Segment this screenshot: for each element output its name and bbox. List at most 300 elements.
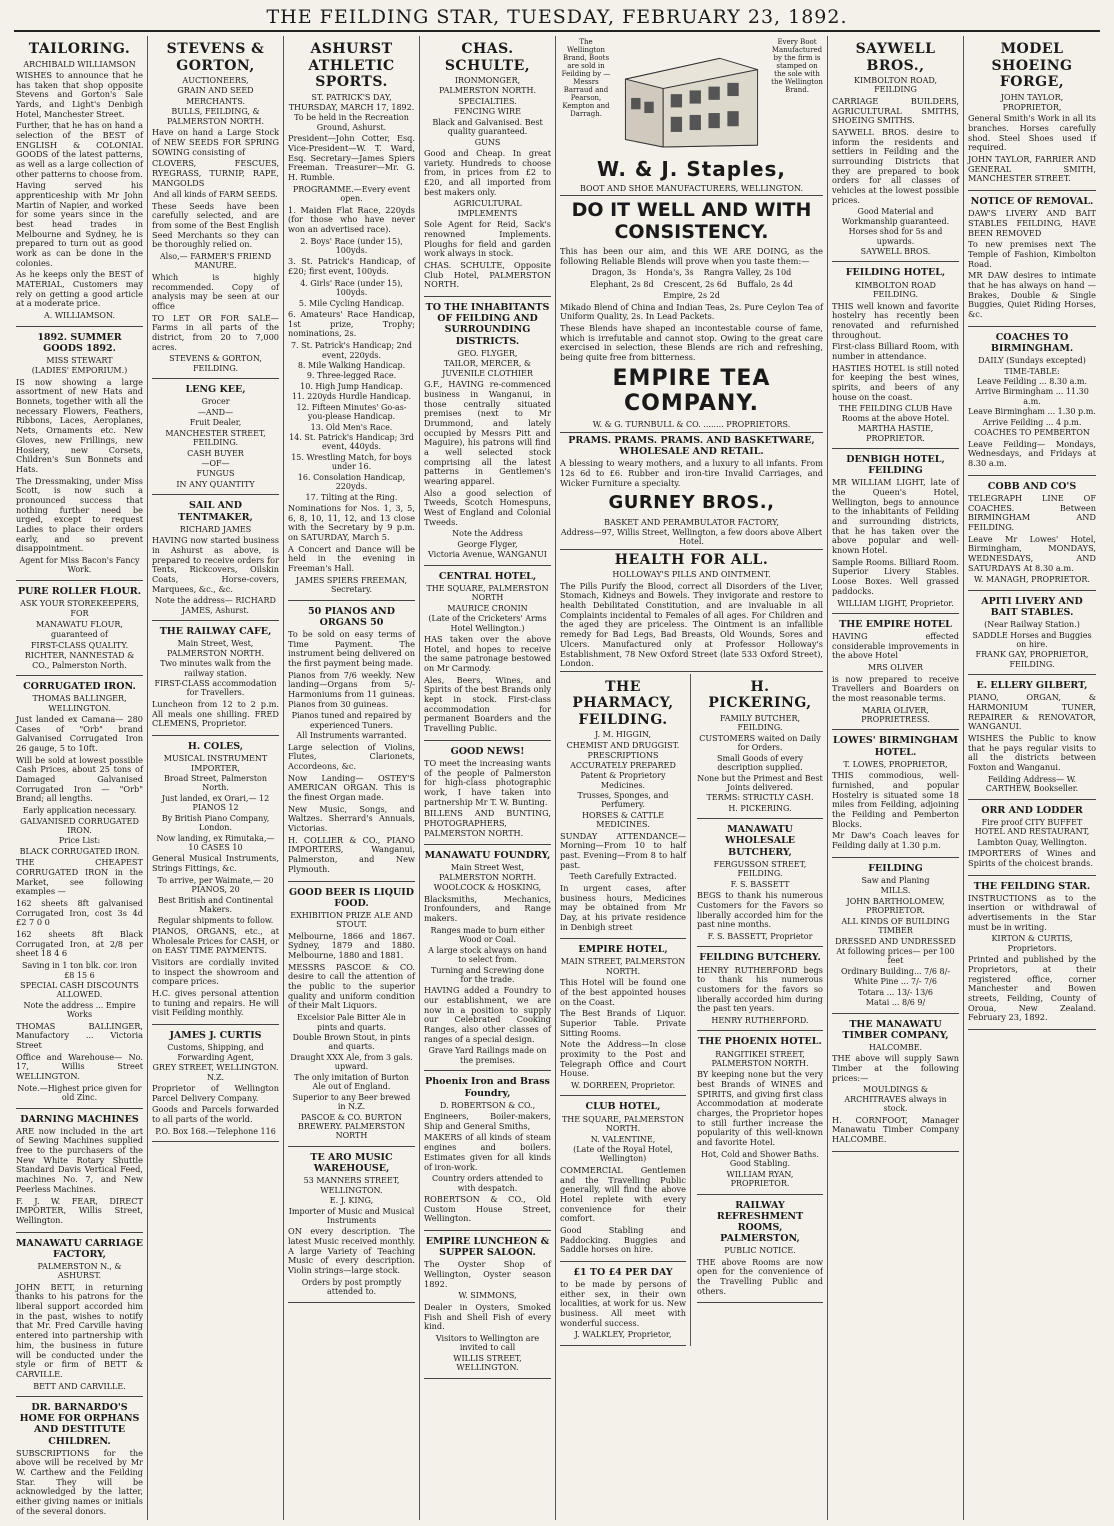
ad-line: Note the address— RICHARD JAMES, Ashurst. bbox=[155, 596, 276, 615]
ad-line: Matai ... 8/6 9/ bbox=[865, 998, 926, 1008]
ad-line: Leave Mr Lowes' Hotel, Birmingham, MONDAYS, WEDNESDAYS, AND SATURDAYS At 8.30 a.m. bbox=[968, 533, 1096, 573]
ad-line: WILLIAM RYAN, PROPRIETOR. bbox=[726, 1169, 794, 1189]
ad-line: To new premises next The Temple of Fashion, Kimbolton Road. bbox=[968, 239, 1096, 269]
ad-title: THE PHARMACY, FEILDING. bbox=[572, 678, 674, 728]
ad-title: EMPIRE LUNCHEON & SUPPER SALOON. bbox=[425, 1236, 550, 1259]
ad-title: GOOD NEWS! bbox=[450, 745, 525, 757]
ad-line: 9. Three-legged Race. bbox=[306, 371, 397, 381]
ad-line: As he keeps only the BEST of MATERIAL, Customers may rely on getting a good article at a moderate price. bbox=[16, 269, 143, 309]
ad-line: The Dressmaking, under Miss Scott, is now such a pronounced success that nothing further need be urged, except to request Ladies to place their orders early, and so prevent disappointment. bbox=[16, 475, 143, 554]
ad-line: GRAIN AND SEED bbox=[177, 86, 254, 96]
shop-building-icon bbox=[616, 38, 767, 156]
ad-line: Horses shod for 5s and upwards. bbox=[848, 227, 943, 246]
health-title: HEALTH FOR ALL. bbox=[614, 551, 769, 568]
ad-title: THE FEILDING STAR. bbox=[973, 880, 1091, 892]
ad-line: Now landing, ex Rimutaka,— 10 CASES 10 bbox=[156, 833, 275, 853]
advertisement bbox=[697, 1031, 823, 1194]
ad-line: 1. Maiden Flat Race, 220yds (for those who have never won an advertised race). bbox=[288, 204, 415, 234]
ad-line: HORSES & CATTLE MEDICINES. bbox=[582, 810, 664, 830]
ad-line: WISHES the Public to know that he pays regular visits to all the districts between Foxton and Wanganui. bbox=[968, 733, 1096, 773]
advertisement bbox=[560, 939, 686, 1096]
ad-title: CLUB HOTEL, bbox=[585, 1101, 661, 1113]
ad-line: Agent for Miss Bacon's Fancy Work. bbox=[19, 555, 140, 575]
ad-line: THOMAS BALLINGER, Manufactory ... Victoria Street bbox=[16, 1020, 143, 1051]
ad-line: Feilding Address— W. CARTHEW, Bookseller. bbox=[985, 774, 1079, 794]
staples-title: W. & J. Staples, bbox=[596, 157, 787, 181]
advertisement bbox=[424, 1231, 551, 1379]
prams-text: A blessing to weary mothers, and a luxury to all infants. From 12s 6d to £6. Rubber and iron-tire Invalid Carriages, and Wicker Furniture a specialty. bbox=[560, 458, 823, 488]
ad-line: Two minutes walk from the railway station. bbox=[160, 659, 271, 678]
advertisement bbox=[152, 621, 279, 736]
ad-line: 15. Wrestling Match, for boys under 16. bbox=[291, 452, 412, 472]
ad-title: LENG KEE, bbox=[185, 384, 246, 396]
ad-line: 2. Boys' Race (under 15), 100yds. bbox=[300, 236, 403, 255]
ad-line: EXHIBITION PRIZE ALE AND STOUT. bbox=[290, 910, 413, 930]
column-4 bbox=[420, 36, 556, 1520]
ad-line: Visitors to Wellington are invited to call bbox=[435, 1333, 540, 1353]
ad-line: SADDLE Horses and Buggies on hire. bbox=[972, 630, 1092, 649]
ad-line: Trusses, Sponges, and Perfumery. bbox=[577, 791, 669, 810]
ad-line: PASCOE & CO. BURTON BREWERY. PALMERSTON NORTH bbox=[297, 1112, 406, 1141]
ad-line: DAW'S LIVERY AND BAIT STABLES FEILDING, HAVE BEEN REMOVED bbox=[968, 208, 1096, 238]
ad-line: Good Stabling and Paddocking. Buggies and Saddle horses on hire. bbox=[560, 1224, 686, 1255]
ad-line: 7. St. Patrick's Handicap; 2nd event, 220yds. bbox=[290, 341, 413, 360]
advertisement bbox=[832, 730, 959, 857]
ad-line: A large stock always on hand to select from. bbox=[428, 945, 547, 965]
ad-line: Melbourne, 1866 and 1867. Sydney, 1879 and 1880. Melbourne, 1880 and 1881. bbox=[288, 930, 415, 961]
ad-line: Best British and Continental Makers. bbox=[157, 895, 274, 915]
ad-line: Just landed ex Camana— 280 Cases of "Orb" brand Galvanised Corrugated Iron 26 gauge, 5 to 10ft. bbox=[16, 714, 143, 754]
ad-line: Saw and Planing bbox=[861, 875, 930, 885]
ad-title: COACHES TO BIRMINGHAM. bbox=[990, 331, 1074, 354]
advertisement bbox=[16, 327, 143, 581]
ad-line: RANGITIKEI STREET, PALMERSTON NORTH. bbox=[711, 1049, 809, 1068]
ad-line: KIRTON & CURTIS, Proprietors. bbox=[991, 934, 1073, 953]
advertisement bbox=[968, 476, 1096, 591]
ad-line: SPECIALTIES. bbox=[458, 96, 517, 106]
ad-title: THE PHOENIX HOTEL. bbox=[698, 1036, 822, 1048]
ad-line: MAIN STREET, PALMERSTON NORTH. bbox=[560, 957, 686, 976]
ad-line: None but the Primest and Best Joints delivered. bbox=[697, 773, 823, 792]
column-5-lower bbox=[560, 674, 691, 1346]
advertisement bbox=[288, 36, 415, 601]
ad-line: THE CHEAPEST CORRUGATED IRON in the Market, see following examples — bbox=[16, 857, 143, 897]
ad-line: HENRY RUTHERFORD. bbox=[711, 1015, 809, 1025]
ad-line: Excelsior Pale Bitter Ale in pints and quarts. bbox=[297, 1013, 406, 1032]
ad-line: guaranteed of bbox=[51, 630, 108, 640]
ad-line: Note the Address bbox=[452, 529, 523, 539]
ad-line: INSTRUCTIONS as to the insertion or withdrawal of advertisements in the Star must be in writing. bbox=[968, 892, 1096, 932]
ad-line: HAVING added a Foundry to our establishment, we are now in a position to supply our Celebrated Cooking Ranges, also other classes of ranges of a special design. bbox=[424, 985, 551, 1044]
ad-line: FENCING WIRE bbox=[454, 107, 521, 117]
advertisement bbox=[424, 297, 551, 566]
ad-line: Also a good selection of Tweeds, Scotch Homespuns, West of England and Colonial Tweeds. bbox=[424, 487, 551, 527]
ad-line: THE SQUARE, PALMERSTON NORTH bbox=[426, 583, 549, 603]
ad-line: FRANK GAY, PROPRIETOR, FEILDING. bbox=[975, 650, 1089, 669]
advertisement bbox=[832, 614, 959, 731]
ad-title: THE EMPIRE HOTEL bbox=[839, 618, 952, 630]
shop-caption-left: The Wellington Brand, Boots are sold in Feilding by — Messrs Barraud and Pearson, Kempton and Darragh. bbox=[561, 38, 611, 119]
ad-line: JOHN BARTHOLOMEW, PROPRIETOR. bbox=[846, 896, 945, 916]
ad-line: Regular shipments to follow. bbox=[157, 915, 274, 925]
ad-line: Victoria Avenue, WANGANUI bbox=[428, 550, 547, 560]
ad-line: WILLIS STREET, WELLINGTON. bbox=[453, 1353, 522, 1373]
advertisement bbox=[968, 876, 1096, 1030]
advertisement bbox=[152, 36, 279, 379]
column-2 bbox=[148, 36, 284, 1520]
ad-line: Main Street, West, PALMERSTON NORTH. bbox=[166, 639, 264, 658]
ad-line: Orders by post promptly attended to. bbox=[301, 1277, 402, 1297]
staples-illustration bbox=[560, 38, 823, 156]
ad-line: Note.—Highest price given for old Zinc. bbox=[17, 1083, 142, 1103]
ad-line: White Pine ... 7/- 7/6 bbox=[854, 977, 937, 987]
ad-line: TAILOR, MERCER, & JUVENILE CLOTHIER bbox=[442, 359, 533, 378]
ad-line: Proprietor of Wellington Parcel Delivery Company. bbox=[152, 1083, 279, 1103]
ad-line: Sample Rooms. Billiard Room. Superior Livery Stables. Loose Boxes. Well grassed paddocks. bbox=[832, 556, 959, 596]
ad-line: BY keeping none but the very best Brands of WINES and SPIRITS, and giving first class Accommodation at moderate charges, the Proprietor hopes to still further increase the popularity of this well-known and favorite Hotel. bbox=[697, 1069, 823, 1148]
ad-line: The Oyster Shop of Wellington, Oyster season 1892. bbox=[424, 1259, 551, 1289]
ad-line: 162 sheets 8ft galvanised Corrugated Iron, cost 3s 4d £2 7 0 0 bbox=[16, 898, 143, 928]
prams-title: PRAMS. PRAMS. PRAMS. AND BASKETWARE, WHOLESALE AND RETAIL. bbox=[568, 434, 815, 458]
advertisement bbox=[424, 36, 551, 297]
ad-line: MANCHESTER STREET, FEILDING. bbox=[165, 428, 266, 448]
ad-line: D. ROBERTSON & CO., bbox=[439, 1100, 536, 1110]
ad-line: IMPORTERS of Wines and Spirits of the choicest brands. bbox=[968, 848, 1096, 868]
ad-line: COMMERCIAL Gentlemen and the Travelling Public generally, will find the above Hotel replete with every convenience for their comfort. bbox=[560, 1164, 686, 1224]
ad-line: Patent & Proprietory Medicines. bbox=[580, 771, 666, 790]
ad-line: President—John Cotter, Esq. Vice-President—W. T. Ward, Esq. Secretary—James Spiers Freeman. Treasurer—Mr. G. H. Rumble. bbox=[288, 133, 415, 182]
ad-title: FEILDING bbox=[868, 862, 923, 874]
ad-title: DR. BARNARDO'S HOME FOR ORPHANS AND DESTITUTE CHILDREN. bbox=[19, 1401, 140, 1447]
ad-line: CASH BUYER bbox=[187, 448, 244, 458]
ad-title: STEVENS & GORTON, bbox=[166, 41, 265, 74]
ad-line: Early application necessary. bbox=[22, 806, 137, 816]
ad-title: DENBIGH HOTEL, FEILDING bbox=[846, 454, 945, 477]
ad-line: MANAWATU FLOUR, bbox=[36, 619, 123, 629]
ad-line: Double Brown Stout, in pints and quarts. bbox=[292, 1033, 411, 1052]
ad-line: Black and Galvanised. Best quality guaranteed. bbox=[432, 117, 543, 137]
advertisement bbox=[560, 1096, 686, 1261]
ad-line: Fire proof CITY BUFFET HOTEL AND RESTAURANT, bbox=[974, 817, 1090, 837]
advertisement bbox=[424, 566, 551, 741]
ad-line: MESSRS PASCOE & CO. desire to call the attention of the public to the superior quality and uniform condition of their Malt Liquors. bbox=[288, 961, 415, 1011]
ad-title: H. COLES, bbox=[187, 740, 244, 752]
ad-line: Having served his apprenticeship with Mr John Martin of Napier, and worked for some years since in the best head trades in Melbourne and Sydney, he is prepared to turn out as good work as can be done in the colonies. bbox=[16, 180, 143, 268]
advertisement bbox=[16, 581, 143, 676]
advertisement bbox=[968, 327, 1096, 476]
advertisement bbox=[152, 1025, 279, 1142]
ad-line: All Instruments warranted. bbox=[296, 731, 407, 741]
ad-line: COACHES TO PEMBERTON bbox=[974, 428, 1090, 438]
ad-title: Phoenix Iron and Brass Foundry, bbox=[425, 1076, 550, 1099]
ad-line: WOOLCOCK & HOSKING, bbox=[433, 883, 542, 893]
ad-line: H. PICKERING. bbox=[728, 803, 792, 813]
ad-line: FIRST-CLASS accommodation for Travellers. bbox=[154, 679, 277, 698]
ad-line: H. COLLIER & CO., PIANO IMPORTERS, Wanganui, Palmerston, and New Plymouth. bbox=[288, 834, 415, 874]
ad-line: Small Goods of every description supplied. bbox=[717, 753, 803, 773]
ad-line: A. WILLIAMSON. bbox=[43, 311, 116, 321]
ad-line: PRESCRIPTIONS ACCURATELY PREPARED bbox=[570, 751, 676, 770]
ad-line: Note the address ... Empire Works bbox=[23, 1000, 136, 1020]
staples-subtitle: BOOT AND SHOE MANUFACTURERS, WELLINGTON. bbox=[579, 183, 804, 193]
ad-line: Grocer bbox=[201, 397, 230, 407]
ad-title: PURE ROLLER FLOUR. bbox=[17, 585, 142, 597]
ad-line: ARCHIBALD WILLIAMSON bbox=[23, 59, 136, 69]
ad-line: These Seeds have been carefully selected, and are from some of the Best English Seed Merchants so they can be thoroughly relied on. bbox=[152, 200, 279, 250]
ad-line: KIMBOLTON ROAD, FEILDING bbox=[853, 76, 938, 95]
ad-line: Which is highly recommended. Copy of analysis may be seen at our office bbox=[152, 271, 279, 311]
ad-line: 8. Mile Walking Handicap. bbox=[297, 360, 406, 370]
ad-line: THIS well known and favorite hostelry has recently been renovated and refurnished throughout. bbox=[832, 300, 959, 340]
ad-line: JOHN BETT, in returning thanks to his patrons for the liberal support accorded him in the past, wishes to notify that Mr. Fred Carville having entered into partnership with him, the business in future will be conducted under the style or firm of BETT & CARVILLE. bbox=[16, 1281, 143, 1379]
ad-line: PALMERSTON NORTH. bbox=[438, 86, 536, 96]
health-subtitle: HOLLOWAY'S PILLS AND OINTMENT. bbox=[612, 570, 771, 580]
ad-line: E. J. KING, bbox=[329, 1196, 374, 1206]
ad-line: TO meet the increasing wants of the people of Palmerston for high-class photographic work, I have taken into partnership Mr T. W. Bunting. bbox=[424, 757, 551, 807]
ad-line: Arrive Feilding ... 4 p.m. bbox=[982, 417, 1082, 427]
ad-title: £1 TO £4 PER DAY bbox=[573, 1266, 673, 1278]
ad-line: (Near Railway Station.) bbox=[984, 620, 1080, 630]
ad-line: CLOVERS, FESCUES, RYEGRASS, TURNIP, RAPE, MANGOLDS bbox=[152, 158, 279, 188]
ad-line: Also,— FARMER'S FRIEND MANURE. bbox=[159, 252, 272, 271]
ad-line: MAURICE CRONIN bbox=[447, 603, 528, 613]
tea-item: Honda's, 3s bbox=[646, 268, 694, 278]
ad-title: MODEL SHOEING FORGE, bbox=[991, 41, 1073, 91]
ad-line: General Musical Instruments, Strings Fittings, &c. bbox=[152, 853, 279, 874]
advertisement bbox=[968, 675, 1096, 799]
ad-line: FUNGUS bbox=[196, 469, 235, 479]
ad-line: In urgent cases, after business hours, Medicines may be obtained from Mr Day, at his private residence in Denbigh street bbox=[560, 882, 686, 932]
advertisement bbox=[16, 1233, 143, 1397]
ad-line: Pianos tuned and repaired by experienced Tuners. bbox=[291, 711, 412, 730]
ad-line: (Late of the Cricketers' Arms Hotel Wellington.) bbox=[428, 614, 547, 633]
ad-line: Leave Feilding ... 8.30 a.m. bbox=[976, 377, 1088, 386]
ad-title: 1892. SUMMER GOODS 1892. bbox=[37, 331, 122, 354]
ad-line: GEO. FLYGER, bbox=[457, 348, 518, 358]
ad-title: TO THE INHABITANTS OF FEILDING AND SURROUNDING DISTRICTS. bbox=[425, 302, 550, 347]
ad-line: First-class Billiard Room, with number in attendance. bbox=[832, 341, 959, 361]
advertisement bbox=[560, 1262, 686, 1346]
ad-line: is now prepared to receive Travellers and Boarders on the most reasonable terms. bbox=[832, 673, 959, 703]
ad-line: 3. St. Patrick's Handicap, of £20; first event, 100yds. bbox=[288, 256, 415, 277]
ad-line: Just landed, ex Orari,— 12 PIANOS 12 bbox=[161, 793, 270, 813]
ad-title: SAIL AND TENTMAKER, bbox=[178, 500, 253, 523]
ad-line: Will be sold at lowest possible Cash Prices, about 25 tons of Damaged Galvanised Corrugated Iron — "Orb" Brand; all lengths. bbox=[16, 754, 143, 804]
ad-line: PIANOS, ORGANS, etc., at Wholesale Prices for CASH, or on EASY TIME PAYMENTS. bbox=[152, 926, 279, 956]
ad-line: W. DORREEN, Proprietor. bbox=[571, 1081, 675, 1091]
ad-line: HALCOMBE. bbox=[868, 1043, 923, 1052]
ad-title: ORR AND LODDER bbox=[981, 804, 1083, 816]
ad-line: And all kinds of FARM SEEDS. bbox=[153, 190, 278, 200]
ad-line: ON every description. The latest Music received monthly. A large Variety of Teaching Music of every description. Violin strings—large stock. bbox=[288, 1226, 415, 1276]
ad-title: TAILORING. bbox=[28, 41, 131, 57]
ad-line: TO LET OR FOR SALE— Farms in all parts of the district, from 20 to 7,000 acres. bbox=[152, 312, 279, 352]
advertisement bbox=[697, 947, 823, 1031]
ad-line: FAMILY BUTCHER, FEILDING. bbox=[719, 713, 801, 733]
ad-line: WISHES to announce that he has taken that shop opposite Stevens and Gorton's Sale Yards, and Light's Denbigh Hotel, Manchester Street. bbox=[16, 69, 143, 119]
ad-line: This Hotel will be found one of the best appointed houses on the Coast. bbox=[560, 977, 686, 1007]
consistency-banner: DO IT WELL AND WITH CONSISTENCY. bbox=[571, 199, 812, 244]
advertisement bbox=[968, 800, 1096, 876]
ad-line: 12. Fifteen Minutes' Go-as-you-please Handicap. bbox=[296, 402, 407, 422]
ad-line: Nominations for Nos. 1, 3, 5, 6, 8, 10, 11, 12, and 13 close with the Secretary by 9 p.m. on SATURDAY, March 5. bbox=[288, 503, 415, 543]
advertisement bbox=[832, 262, 959, 449]
ad-line: J. WALKLEY, Proprietor, bbox=[574, 1330, 672, 1340]
ad-line: Saving in 1 ton blk. cor. iron £8 15 6 bbox=[21, 961, 138, 980]
ad-line: JOHN TAYLOR, FARRIER AND GENERAL SMITH, MANCHESTER STREET. bbox=[968, 154, 1096, 184]
ad-title: TE ARO MUSIC WAREHOUSE, bbox=[310, 1151, 393, 1175]
ad-title: ASHURST ATHLETIC SPORTS. bbox=[308, 41, 395, 91]
ad-line: IRONMONGER, bbox=[454, 76, 521, 86]
ad-line: Ordinary Building... 7/6 8/- bbox=[840, 966, 951, 976]
ad-line: —OF— bbox=[201, 459, 230, 468]
advertisement bbox=[424, 1071, 551, 1231]
advertisement bbox=[424, 845, 551, 1071]
advertisement bbox=[16, 1109, 143, 1233]
ad-line: SUNDAY ATTENDANCE— Morning—From 10 to half past. Evening—From 8 to half past. bbox=[560, 830, 686, 870]
ad-line: GALVANISED CORRUGATED IRON. bbox=[20, 816, 139, 836]
ad-line: 13. Old Men's Race. bbox=[310, 422, 393, 432]
ad-line: MR DAW desires to intimate that he has always on hand —Brakes, Double & Single Buggies, Quiet Riding Horses, &c. bbox=[968, 270, 1096, 320]
ad-line: (Late of the Royal Hotel, Wellington) bbox=[573, 1145, 673, 1164]
ad-line: FOR bbox=[70, 609, 89, 619]
ad-line: N. VALENTINE, bbox=[590, 1134, 656, 1144]
ad-line: F. S. BASSETT, Proprietor bbox=[707, 931, 813, 941]
ad-line: 5. Mile Cycling Handicap. bbox=[298, 298, 405, 308]
advertisement bbox=[832, 1014, 959, 1152]
ad-line: CHEMIST AND DRUGGIST. bbox=[566, 740, 680, 750]
ad-title: 50 PIANOS AND ORGANS 50 bbox=[308, 605, 395, 628]
ad-line: Visitors are cordially invited to inspect the showroom and compare prices. bbox=[152, 957, 279, 987]
ad-line: PROPRIETOR, bbox=[1002, 102, 1062, 112]
ad-title: H. PICKERING, bbox=[708, 678, 812, 712]
advertisement bbox=[968, 591, 1096, 676]
advertisement bbox=[697, 819, 823, 947]
ad-line: By British Piano Company, London. bbox=[161, 813, 270, 833]
ad-line: To arrive, per Waimate,— 20 PIANOS, 20 bbox=[157, 875, 274, 895]
ad-line: RICHTER, NANNESTAD & CO., Palmerston North. bbox=[24, 651, 135, 670]
ad-line: Grave Yard Railings made on the premises. bbox=[428, 1046, 547, 1065]
ad-line: 10. High Jump Handicap. bbox=[300, 381, 403, 391]
ad-line: J. M. HIGGIN, bbox=[594, 730, 652, 740]
shop-caption-right: Every Boot Manufactured by the firm is stamped on the sole with the Wellington Brand. bbox=[771, 38, 823, 95]
ad-line: IS now showing a large assortment of new Hats and Bonnets, together with all the necessary Flowers, Feathers, Ribbons, Laces, Aeroplanes, Nets, Ornaments etc. New Gloves, new Frillings, new Hosiery, new Corsets, Children's Sun Bonnets and Hats. bbox=[16, 376, 143, 474]
ad-line: MERCHANTS. bbox=[185, 96, 245, 106]
column-6-lower bbox=[697, 674, 823, 1346]
ad-line: Superior to any Beer brewed in N.Z. bbox=[292, 1092, 411, 1112]
ad-line: Luncheon from 12 to 2 p.m. All meals one shilling. FRED CLEMENS, Proprietor. bbox=[152, 698, 279, 729]
advertisement bbox=[968, 191, 1096, 327]
ad-line: The only imitation of Burton Ale out of England. bbox=[294, 1072, 409, 1092]
ad-line: MRS OLIVER bbox=[868, 663, 923, 673]
ad-line: SAYWELL BROS. bbox=[860, 247, 931, 257]
ad-title: NOTICE OF REMOVAL. bbox=[970, 196, 1094, 208]
ad-line: P.O. Box 168.—Telephone 116 bbox=[155, 1126, 276, 1136]
ad-line: The Best Brands of Liquor. Superior Table. Private Sitting Rooms. bbox=[560, 1008, 686, 1038]
ad-line: Draught XXX Ale, from 3 gals. upward. bbox=[290, 1052, 413, 1072]
advertisement bbox=[832, 449, 959, 614]
ad-line: Pianos from 7/6 weekly. New landing—Organs from 5/- Harmoniums from 11 guineas. Pianos from 30 guineas. bbox=[288, 669, 415, 709]
ad-line: WILLIAM LIGHT, Proprietor. bbox=[837, 598, 954, 608]
ad-line: Have on hand a Large Stock of NEW SEEDS FOR SPRING SOWING consisting of bbox=[152, 127, 279, 157]
ad-line: F. S. BASSETT bbox=[730, 879, 790, 889]
tea-firm: W. & G. TURNBULL & CO. ........ PROPRIETORS. bbox=[592, 420, 791, 430]
advertisement bbox=[152, 736, 279, 1025]
empire-tea-banner: EMPIRE TEA COMPANY. bbox=[612, 365, 771, 417]
ad-line: STEVENS & GORTON, FEILDING. bbox=[169, 354, 262, 373]
ad-line: SAYWELL BROS. desire to inform the residents and settlers in Feilding and the surrounding Districts that they are prepared to book orders for all classes of vehicles at the lowest possible prices. bbox=[832, 126, 959, 205]
ad-title: CHAS. SCHULTE, bbox=[444, 41, 531, 74]
column-5-6 bbox=[556, 36, 828, 1520]
tea-item: Buffalo, 2s 4d bbox=[737, 279, 793, 289]
ad-line: HASTIES HOTEL is still noted for keeping the best wines, spirits, and beers of any house on the coast. bbox=[832, 362, 959, 402]
ad-line: THE FEILDING CLUB Have Rooms at the above Hotel. bbox=[838, 404, 953, 423]
tea-item: Dragon, 3s bbox=[591, 268, 637, 278]
advertisement bbox=[288, 1147, 415, 1303]
ad-line: BEGS to thank his numerous Customers for the Favors so liberally accorded him for the past nine months. bbox=[697, 890, 823, 930]
ad-line: PIANO, ORGAN, & HARMONIUM TUNER, REPAIRER & RENOVATOR, WANGANUI. bbox=[968, 692, 1096, 732]
ad-line: Large selection of Violins, Flutes, Clarionets, Accordeons, &c. bbox=[288, 741, 415, 772]
tea-more: Mikado Blend of China and Indian Teas, 2s. Pure Ceylon Tea of Uniform Quality, 2s. In Lead Packets. bbox=[560, 301, 823, 322]
ad-line: Fruit Dealer, bbox=[189, 418, 242, 428]
ad-line: 53 MANNERS STREET, WELLINGTON. bbox=[303, 1176, 400, 1195]
ad-line: KIMBOLTON ROAD FEILDING. bbox=[855, 280, 936, 300]
ad-line: Price List: bbox=[58, 836, 101, 846]
ad-line: W. SIMMONS, bbox=[458, 1291, 517, 1301]
advertisement bbox=[288, 601, 415, 882]
ad-line: Broad Street, Palmerston North. bbox=[163, 773, 268, 793]
ad-line: New Music, Songs, and Waltzes. Sherrard's Annuals, Victorias. bbox=[288, 803, 415, 834]
gurney-address: Address—97, Willis Street, Wellington, a few doors above Albert Hotel. bbox=[560, 527, 823, 547]
ad-title: EMPIRE HOTEL, bbox=[578, 944, 668, 956]
ad-line: MISS STEWART bbox=[46, 355, 113, 365]
ad-line: THE above Rooms are now open for the convenience of the Travelling Public and others. bbox=[697, 1256, 823, 1296]
tea-item: Elephant, 2s 8d bbox=[590, 279, 654, 289]
ad-line: Importer of Music and Musical Instruments bbox=[288, 1206, 415, 1225]
ad-line: 4. Girls' Race (under 15), 100yds. bbox=[300, 278, 403, 298]
tea-item: Crescent, 2s 6d bbox=[663, 279, 728, 289]
ad-line: Good and Cheap. In great variety. Hundreds to choose from, in prices from £2 to £20, and all imported from best makers only. bbox=[424, 148, 551, 197]
ad-title: LOWES' BIRMINGHAM HOTEL. bbox=[833, 735, 958, 758]
ad-line: HAS taken over the above Hotel, and hopes to receive the same patronage bestowed on Mr Carmody. bbox=[424, 633, 551, 673]
ad-line: Printed and published by the Proprietors, at their registered office, corner Manchester and Bowen streets, Feilding, County of Oroua, New Zealand. February 23, 1892. bbox=[968, 954, 1096, 1023]
ad-title: MANAWATU WHOLESALE BUTCHERY, bbox=[725, 824, 795, 858]
ad-line: MUSICAL INSTRUMENT IMPORTER, bbox=[163, 754, 268, 773]
ad-line: IN ANY QUANTITY bbox=[176, 479, 255, 489]
ad-line: MOULDINGS & ARCHITRAVES always in stock. bbox=[844, 1085, 947, 1114]
ad-line: RICHARD JAMES bbox=[179, 524, 252, 534]
ad-line: Hot, Cold and Shower Baths. Good Stabling. bbox=[701, 1149, 819, 1169]
ad-line: BULLS, FEILDING, & PALMERSTON NORTH. bbox=[166, 107, 264, 126]
ad-line: (LADIES' EMPORIUM.) bbox=[31, 366, 128, 376]
ad-line: DAILY (Sundays excepted) bbox=[978, 356, 1086, 366]
column-3 bbox=[284, 36, 420, 1520]
ad-line: Blacksmiths, Mechanics, Ironfounders, and Range makers. bbox=[424, 893, 551, 924]
ad-line: CARRIAGE BUILDERS, AGRICULTURAL SMITHS, SHOEING SMITHS. bbox=[832, 95, 959, 126]
ad-line: 14. St. Patrick's Handicap; 3rd event, 440yds. bbox=[289, 433, 414, 452]
ad-line: Further, that he has on hand a selection of the BEST of ENGLISH & COLONIAL GOODS of the latest patterns, as well as a large collection of other patterns to choose from. bbox=[16, 120, 143, 179]
ad-title: GOOD BEER IS LIQUID FOOD. bbox=[289, 886, 414, 909]
ad-line: Totara ... 13/- 13/6 bbox=[858, 987, 933, 997]
advertisement bbox=[424, 741, 551, 846]
ad-line: H. CORNFOOT, Manager Manawatu Timber Company HALCOMBE. bbox=[832, 1114, 959, 1145]
ad-title: RAILWAY REFRESHMENT ROOMS, PALMERSTON, bbox=[716, 1199, 804, 1245]
advertisement bbox=[832, 36, 959, 262]
ad-line: JOHN TAYLOR, bbox=[1000, 92, 1064, 102]
ad-line: 16. Consolation Handicap, 220yds. bbox=[297, 472, 406, 492]
masthead: THE FEILDING STAR, TUESDAY, FEBRUARY 23, 1892. bbox=[14, 4, 1100, 32]
ad-line: HAVING effected considerable improvements in the above Hotel bbox=[832, 631, 959, 661]
